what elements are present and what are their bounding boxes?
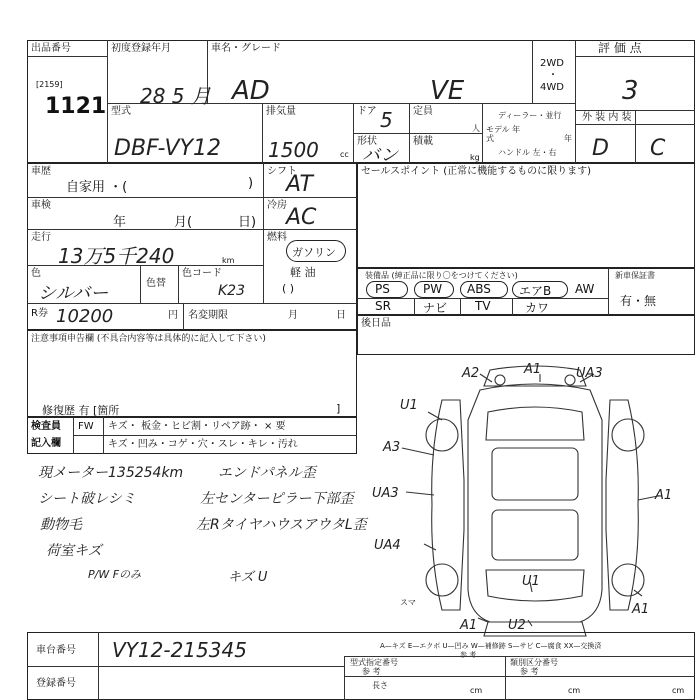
note-tire-house: 左RタイヤハウスアウタL歪 [196, 517, 367, 533]
lot-sub: [2159] [36, 80, 63, 89]
length-label: 長さ [372, 681, 388, 690]
model-year-unit: 年 [564, 134, 572, 143]
equip-leather[interactable]: カワ [525, 301, 550, 315]
capacity-unit: 人 [472, 124, 480, 133]
repair-bracket-end: ] [336, 402, 341, 415]
mark-u1-bottom: U1 [522, 574, 540, 589]
first-reg-value: 28 5 月 [140, 84, 211, 108]
displacement-label: 排気量 [266, 106, 296, 117]
reg-label: 登録番号 [36, 678, 76, 689]
load-unit: kg [470, 153, 480, 162]
inspector-fw: FW [78, 421, 94, 432]
lot-label: 出品番号 [31, 43, 71, 54]
equip-sr[interactable]: SR [375, 299, 391, 313]
note-scratch: キズ U [228, 570, 268, 585]
dealer-label: ディーラー・並行 [498, 111, 562, 120]
car-name-label: 車名・グレード [211, 43, 281, 54]
length-cm-2: cm [568, 686, 581, 695]
mark-a1-right: A1 [655, 488, 673, 503]
type-no-label: 型式指定番号 [350, 658, 398, 667]
fuel-gasoline: ガソリン [292, 246, 336, 259]
mark-ua3-top: UA3 [576, 366, 603, 381]
history-label: 車歴 [31, 166, 51, 177]
type-no-ref: 参 考 [362, 667, 381, 676]
doors-value: 5 [380, 108, 393, 132]
class-no-label: 類別区分番号 [510, 658, 558, 667]
equip-airbag[interactable]: エアB [519, 284, 552, 298]
equipment-label: 装備品 (紳正品に限り〇をつけてください) [365, 271, 518, 280]
circle-abs [460, 281, 508, 298]
inspection-year: 年 [113, 215, 127, 230]
small-note: スマ [400, 598, 416, 607]
recycle-label: R券 [31, 308, 48, 319]
inspection-day: 日) [238, 215, 257, 230]
note-odometer: 現メーター135254km [38, 465, 184, 481]
mileage-unit: km [222, 256, 235, 265]
car-damage-diagram [380, 360, 690, 640]
new-cert-label: 新車保証書 [615, 271, 655, 280]
class-no-ref: 参 考 [520, 667, 539, 676]
history-close: ) [248, 176, 254, 191]
note-pillar: 左センターピラー下部歪 [200, 491, 354, 507]
inspector-label-1: 検査員 [31, 421, 61, 432]
note-pw: P/W Fのみ [88, 568, 142, 581]
recycle-unit: 円 [168, 310, 178, 321]
mark-a1-bottom-left: A1 [460, 618, 478, 633]
displacement-unit: cc [340, 150, 349, 159]
mark-u1-left: U1 [400, 398, 418, 413]
ext-value: D [592, 136, 609, 161]
mark-a1-bottom-right: A1 [632, 602, 650, 617]
circle-pw [414, 281, 454, 298]
model-label: 型式 [111, 106, 131, 117]
color-changed-label: 色替 [146, 278, 166, 289]
ext-int-label: 外 装 内 装 [582, 112, 632, 123]
legend-line-1: A—キズ E—エクボ U—凹み W—補修跡 S—サビ C—腐食 XX—交換済 [380, 642, 602, 650]
drive-dot: ・ [548, 70, 558, 81]
shift-label: シフト [267, 166, 297, 177]
notes-label: 注意事項申告欄 (不具合内容等は具体的に記入して下さい) [31, 334, 266, 344]
drive-2wd: 2WD [540, 58, 564, 69]
mark-a1-top: A1 [524, 362, 542, 377]
note-cargo: 荷室キズ [46, 543, 102, 559]
inspector-label-2: 記入欄 [31, 438, 61, 449]
displacement-value: 1500 [268, 138, 319, 162]
load-label: 積載 [413, 136, 433, 147]
sales-point-box [357, 163, 695, 268]
capacity-label: 定員 [413, 106, 433, 117]
note-animal-hair: 動物毛 [40, 517, 82, 533]
equip-tv[interactable]: TV [475, 299, 491, 313]
expiry-label: 名変期限 [188, 310, 228, 321]
doors-label: ドア [357, 106, 377, 117]
recycle-value: 10200 [56, 306, 114, 327]
post-install-label: 後日品 [361, 318, 391, 329]
mark-ua4-left: UA4 [374, 538, 401, 553]
mark-a2-top: A2 [462, 366, 480, 381]
equip-ps[interactable]: PS [375, 282, 390, 296]
circle-ps [366, 281, 408, 298]
fuel-label: 燃料 [267, 232, 287, 243]
ac-label: 冷房 [267, 200, 287, 211]
mark-u2-bottom: U2 [508, 618, 526, 633]
inspector-row-2: キズ・凹み・コゲ・穴・スレ・キレ・汚れ [108, 439, 298, 450]
car-name-value: AD [232, 76, 270, 106]
circle-airbag [512, 281, 568, 298]
equip-aw[interactable]: AW [575, 282, 595, 296]
equip-navi[interactable]: ナビ [423, 301, 448, 315]
mark-a3-left: A3 [383, 440, 401, 455]
repair-history: 修復歴 有 [箇所 [42, 404, 120, 417]
shift-value: AT [286, 172, 313, 197]
post-install-box [357, 315, 695, 355]
model-year-label: モデル 年式 [486, 125, 521, 143]
equip-abs[interactable]: ABS [467, 282, 491, 296]
history-value: 自家用 ・( [66, 180, 128, 195]
length-cm-1: cm [470, 686, 483, 695]
fuel-paren: ( ) [282, 282, 295, 295]
mileage-label: 走行 [31, 232, 51, 243]
sales-point-label: セールスポイント (正常に機能するものに限ります) [361, 166, 592, 177]
color-value: シルバー [38, 283, 109, 304]
chassis-value: VY12-215345 [112, 638, 247, 662]
chassis-label: 車台番号 [36, 645, 76, 656]
legend-line-2: 参 考 [460, 651, 477, 659]
grade-value: VE [430, 76, 465, 106]
mileage-value: 13万5千240 [58, 244, 175, 268]
equip-pw[interactable]: PW [423, 282, 443, 296]
new-cert-value: 有・無 [620, 294, 657, 308]
model-value: DBF-VY12 [114, 136, 222, 161]
inspection-month: 月( [174, 215, 193, 230]
drive-4wd: 4WD [540, 82, 564, 93]
color-label: 色 [31, 268, 41, 279]
first-reg-label: 初度登録年月 [111, 43, 171, 54]
mark-ua3-left: UA3 [372, 486, 399, 501]
ac-value: AC [286, 205, 317, 230]
color-code-value: K23 [218, 283, 245, 299]
length-cm-3: cm [672, 686, 685, 695]
expiry-day: 日 [336, 310, 346, 321]
lot-number: 1121 [45, 94, 107, 119]
score-label: 評 価 点 [598, 41, 642, 55]
color-code-label: 色コード [182, 268, 222, 279]
shape-label: 形状 [357, 136, 377, 147]
note-end-panel: エンドパネル歪 [218, 465, 316, 481]
expiry-month: 月 [288, 310, 298, 321]
inspector-row-1: キズ・ 板金・ヒビ割・リペア跡・ × 要 [108, 421, 286, 432]
int-value: C [650, 136, 666, 161]
shape-value: バン [362, 145, 398, 166]
note-seat: シート破レシミ [38, 491, 136, 507]
inspection-label: 車検 [31, 200, 51, 211]
handle-label: ハンドル 左・右 [498, 148, 557, 157]
equipment-row-2 [365, 299, 605, 315]
score-value: 3 [622, 76, 639, 106]
fuel-light-oil: 軽 油 [290, 266, 316, 279]
fuel-circle [286, 240, 346, 262]
